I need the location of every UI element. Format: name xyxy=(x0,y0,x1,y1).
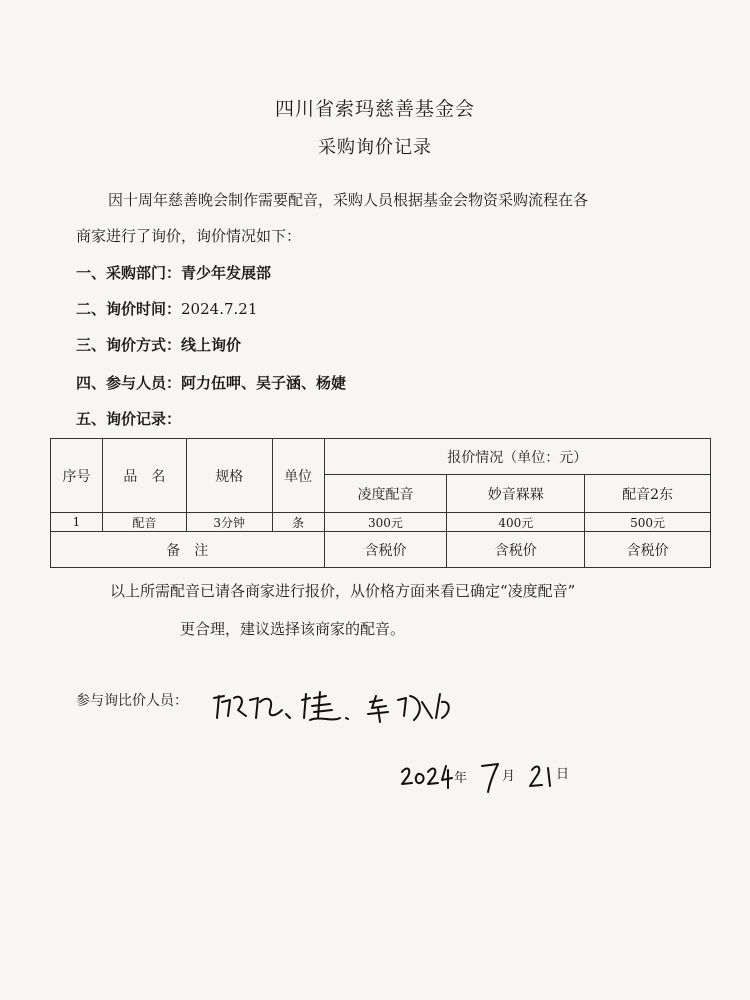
intro-line-2: 商家进行了询价，询价情况如下： xyxy=(76,227,302,245)
cell-no: 1 xyxy=(51,513,103,532)
intro-paragraph xyxy=(76,182,696,254)
header-no: 序号 xyxy=(51,439,103,513)
cell-price-2: 400元 xyxy=(447,513,585,532)
signature-label: 参与询比价人员： xyxy=(76,693,188,709)
cell-spec: 3分钟 xyxy=(186,513,272,532)
header-spec: 规格 xyxy=(186,439,272,513)
item-date-label: 二、询价时间： xyxy=(76,300,182,318)
cell-name: 配音 xyxy=(102,513,186,532)
item-method-label: 三、询价方式： xyxy=(76,336,182,354)
header-vendor-2: 妙音槑槑 xyxy=(447,475,585,513)
header-vendor-1: 凌度配音 xyxy=(324,475,447,513)
handwritten-date xyxy=(398,756,578,796)
item-date xyxy=(76,298,257,319)
header-vendor-3: 配音2东 xyxy=(585,475,711,513)
remarks-row xyxy=(51,532,711,568)
item-method-value: 线上询价 xyxy=(181,336,242,354)
table-row xyxy=(51,513,711,532)
item-participants-label: 四、参与人员： xyxy=(76,374,182,392)
conclusion-line-2: 更合理，建议选择该商家的配音。 xyxy=(180,620,406,638)
item-participants-value: 阿力伍呷、吴子涵、杨婕 xyxy=(181,374,347,392)
item-date-value: 2024.7.21 xyxy=(181,300,258,318)
intro-line-1: 因十周年慈善晚会制作需要配音，采购人员根据基金会物资采购流程在各 xyxy=(108,191,589,209)
header-name: 品 名 xyxy=(102,439,186,513)
date-day-char: 日 xyxy=(556,767,570,782)
item-participants xyxy=(76,372,346,393)
item-records xyxy=(76,408,181,429)
org-title: 四川省索玛慈善基金会 xyxy=(274,98,475,120)
date-month-char: 月 xyxy=(502,769,516,784)
date-year-char: 年 xyxy=(454,771,468,786)
quote-table xyxy=(50,438,711,568)
conclusion-line-1: 以上所需配音已请各商家进行报价，从价格方面来看已确定“凌度配音” xyxy=(110,582,576,600)
header-unit: 单位 xyxy=(272,439,324,513)
item-department xyxy=(76,262,271,283)
cell-unit: 条 xyxy=(272,513,324,532)
document-title: 采购询价记录 xyxy=(318,137,432,158)
remarks-label: 备 注 xyxy=(51,532,325,568)
item-department-value: 青少年发展部 xyxy=(181,264,272,282)
cell-price-3: 500元 xyxy=(585,513,711,532)
handwritten-signature xyxy=(210,688,470,728)
remarks-value-1: 含税价 xyxy=(324,532,447,568)
item-method xyxy=(76,334,241,355)
remarks-value-3: 含税价 xyxy=(585,532,711,568)
cell-price-1: 300元 xyxy=(324,513,447,532)
item-department-label: 一、采购部门： xyxy=(76,264,182,282)
remarks-value-2: 含税价 xyxy=(447,532,585,568)
header-quote-group: 报价情况（单位：元） xyxy=(324,439,710,475)
item-records-label: 五、询价记录： xyxy=(76,410,182,428)
